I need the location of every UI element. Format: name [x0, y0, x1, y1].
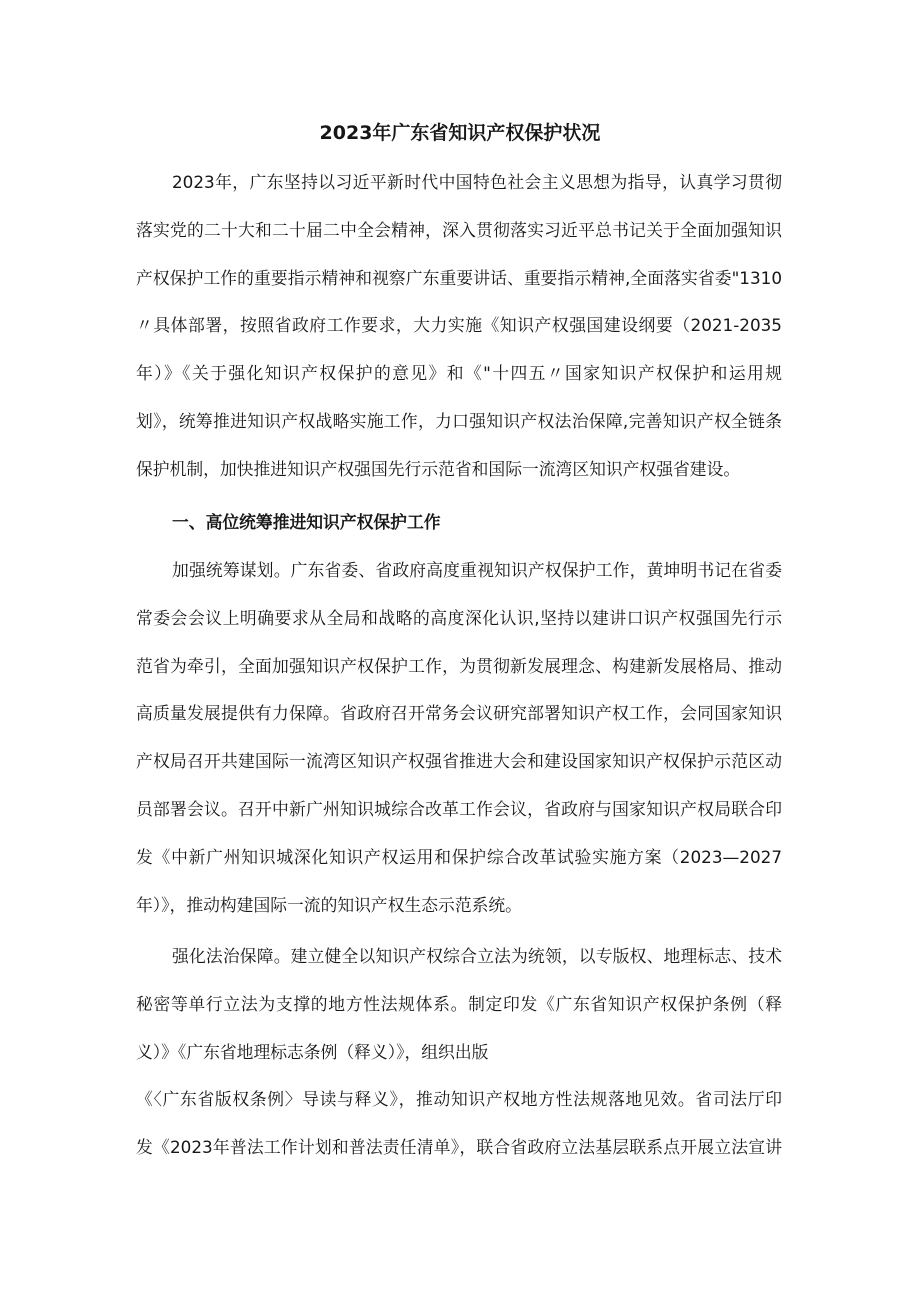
document-title: 2023年广东省知识产权保护状况	[319, 122, 601, 144]
paragraph-line: 范省为牵引，全面加强知识产权保护工作，为贯彻新发展理念、构建新发展格局、推动	[136, 655, 782, 676]
paragraph-line: 年）》《关于强化知识产权保护的意见》和《"十四五〃国家知识产权保护和运用规	[136, 363, 782, 384]
paragraph-line: 产权保护工作的重要指示精神和视察广东重要讲话、重要指示精神,全面落实省委"1310	[136, 267, 782, 288]
planning-paragraph	[136, 547, 782, 929]
paragraph-line: 2023年，广东坚持以习近平新时代中国特色社会主义思想为指导，认真学习贯彻	[172, 172, 782, 192]
legal-paragraph	[136, 933, 782, 1172]
paragraph-line: 《〈广东省版权条例〉导读与释义》，推动知识产权地方性法规落地见效。省司法厅印	[136, 1089, 782, 1110]
paragraph-line: 发《2023年普法工作计划和普法责任清单》，联合省政府立法基层联系点开展立法宣讲	[136, 1137, 782, 1158]
paragraph-line: 强化法治保障。建立健全以知识产权综合立法为统领，以专版权、地理标志、技术	[172, 946, 782, 966]
paragraph-line: 秘密等单行立法为支撑的地方性法规体系。制定印发《广东省知识产权保护条例（释	[136, 993, 782, 1014]
paragraph-line: 常委会会议上明确要求从全局和战略的高度深化认识,坚持以建讲口识产权强国先行示	[136, 607, 782, 628]
paragraph-line: 划》，统筹推进知识产权战略实施工作，力口强知识产权法治保障,完善知识产权全链条	[136, 410, 782, 431]
paragraph-line: 产权局召开共建国际一流湾区知识产权强省推进大会和建设国家知识产权保护示范区动	[136, 751, 782, 772]
section-heading: 一、高位统筹推进知识产权保护工作	[172, 512, 441, 532]
paragraph-line: 保护机制，加快推进知识产权强国先行示范省和国际一流湾区知识产权强省建设。	[136, 458, 741, 479]
paragraph-line: 加强统筹谋划。广东省委、省政府高度重视知识产权保护工作，黄坤明书记在省委	[172, 560, 782, 580]
paragraph-line: 员部署会议。召开中新广州知识城综合改革工作会议，省政府与国家知识产权局联合印	[136, 798, 782, 819]
paragraph-line: 年）》，推动构建国际一流的知识产权生态示范系统。	[136, 894, 522, 915]
paragraph-line: 义）》《广东省地理标志条例（释义）》，组织出版	[136, 1041, 489, 1062]
paragraph-line: 〃具体部署，按照省政府工作要求，大力实施《知识产权强国建设纲要（2021-2035	[136, 315, 782, 336]
paragraph-line: 落实党的二十大和二十届二中全会精神，深入贯彻落实习近平总书记关于全面加强知识	[136, 219, 782, 240]
intro-paragraph	[136, 159, 782, 494]
paragraph-line: 高质量发展提供有力保障。省政府召开常务会议研究部署知识产权工作，会同国家知识	[136, 703, 782, 724]
paragraph-line: 发《中新广州知识城深化知识产权运用和保护综合改革试验实施方案（2023—2027	[136, 846, 782, 867]
